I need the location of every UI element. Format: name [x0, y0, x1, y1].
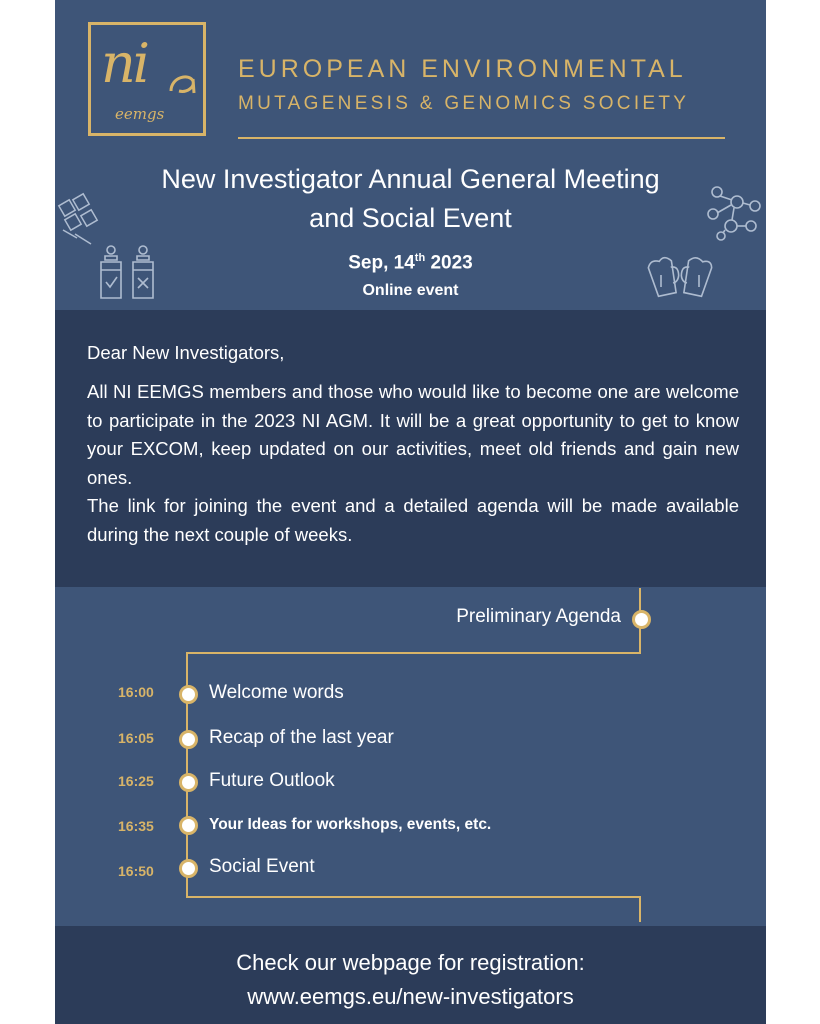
event-title-line1: New Investigator Annual General Meeting — [161, 164, 660, 194]
agenda-item: Recap of the last year — [209, 727, 394, 748]
agenda-item: Future Outlook — [209, 770, 335, 791]
org-name-line1: EUROPEAN ENVIRONMENTAL — [238, 55, 687, 83]
org-name-line2: MUTAGENESIS & GENOMICS SOCIETY — [238, 93, 690, 114]
agenda-title-dot — [632, 610, 651, 629]
agenda-time: 16:50 — [118, 863, 154, 879]
agenda-dot — [179, 859, 198, 878]
logo-subtitle: eemgs — [115, 105, 165, 123]
date-year: 2023 — [425, 252, 473, 274]
agenda-item: Social Event — [209, 856, 315, 877]
agenda-dot — [179, 816, 198, 835]
event-format: Online event — [362, 282, 459, 299]
registration-link[interactable]: www.eemgs.eu/new-investigators — [247, 984, 574, 1009]
agenda-title: Preliminary Agenda — [456, 606, 621, 627]
registration-prompt: Check our webpage for registration: — [236, 950, 585, 975]
agenda-time: 16:00 — [118, 684, 154, 700]
letter-greeting: Dear New Investigators, — [87, 342, 285, 363]
agenda-dot — [179, 730, 198, 749]
agenda-dot — [179, 685, 198, 704]
registration-footer — [55, 926, 766, 1024]
agenda-item: Your Ideas for workshops, events, etc. — [209, 816, 492, 833]
date-prefix: Sep, 14 — [348, 252, 415, 274]
poster — [55, 0, 766, 1024]
date-suffix: th — [414, 252, 426, 264]
agenda-dot — [179, 773, 198, 792]
agenda-time: 16:25 — [118, 773, 154, 789]
event-title-line2: and Social Event — [309, 203, 512, 233]
agenda-time: 16:05 — [118, 730, 154, 746]
letter-paragraph-1: All NI EEMGS members and those who would like to become one are welcome to participate in the 2023 NI AGM. It will be a great opportunity to get to know your EXCOM, keep updated on our activities, meet old friends and gain new ones. — [87, 381, 739, 488]
logo-mark: ni — [101, 32, 148, 95]
letter-paragraph-2: The link for joining the event and a detailed agenda will be made available during the next couple of weeks. — [87, 495, 739, 545]
agenda-time: 16:35 — [118, 818, 154, 834]
agenda-item: Welcome words — [209, 682, 344, 703]
